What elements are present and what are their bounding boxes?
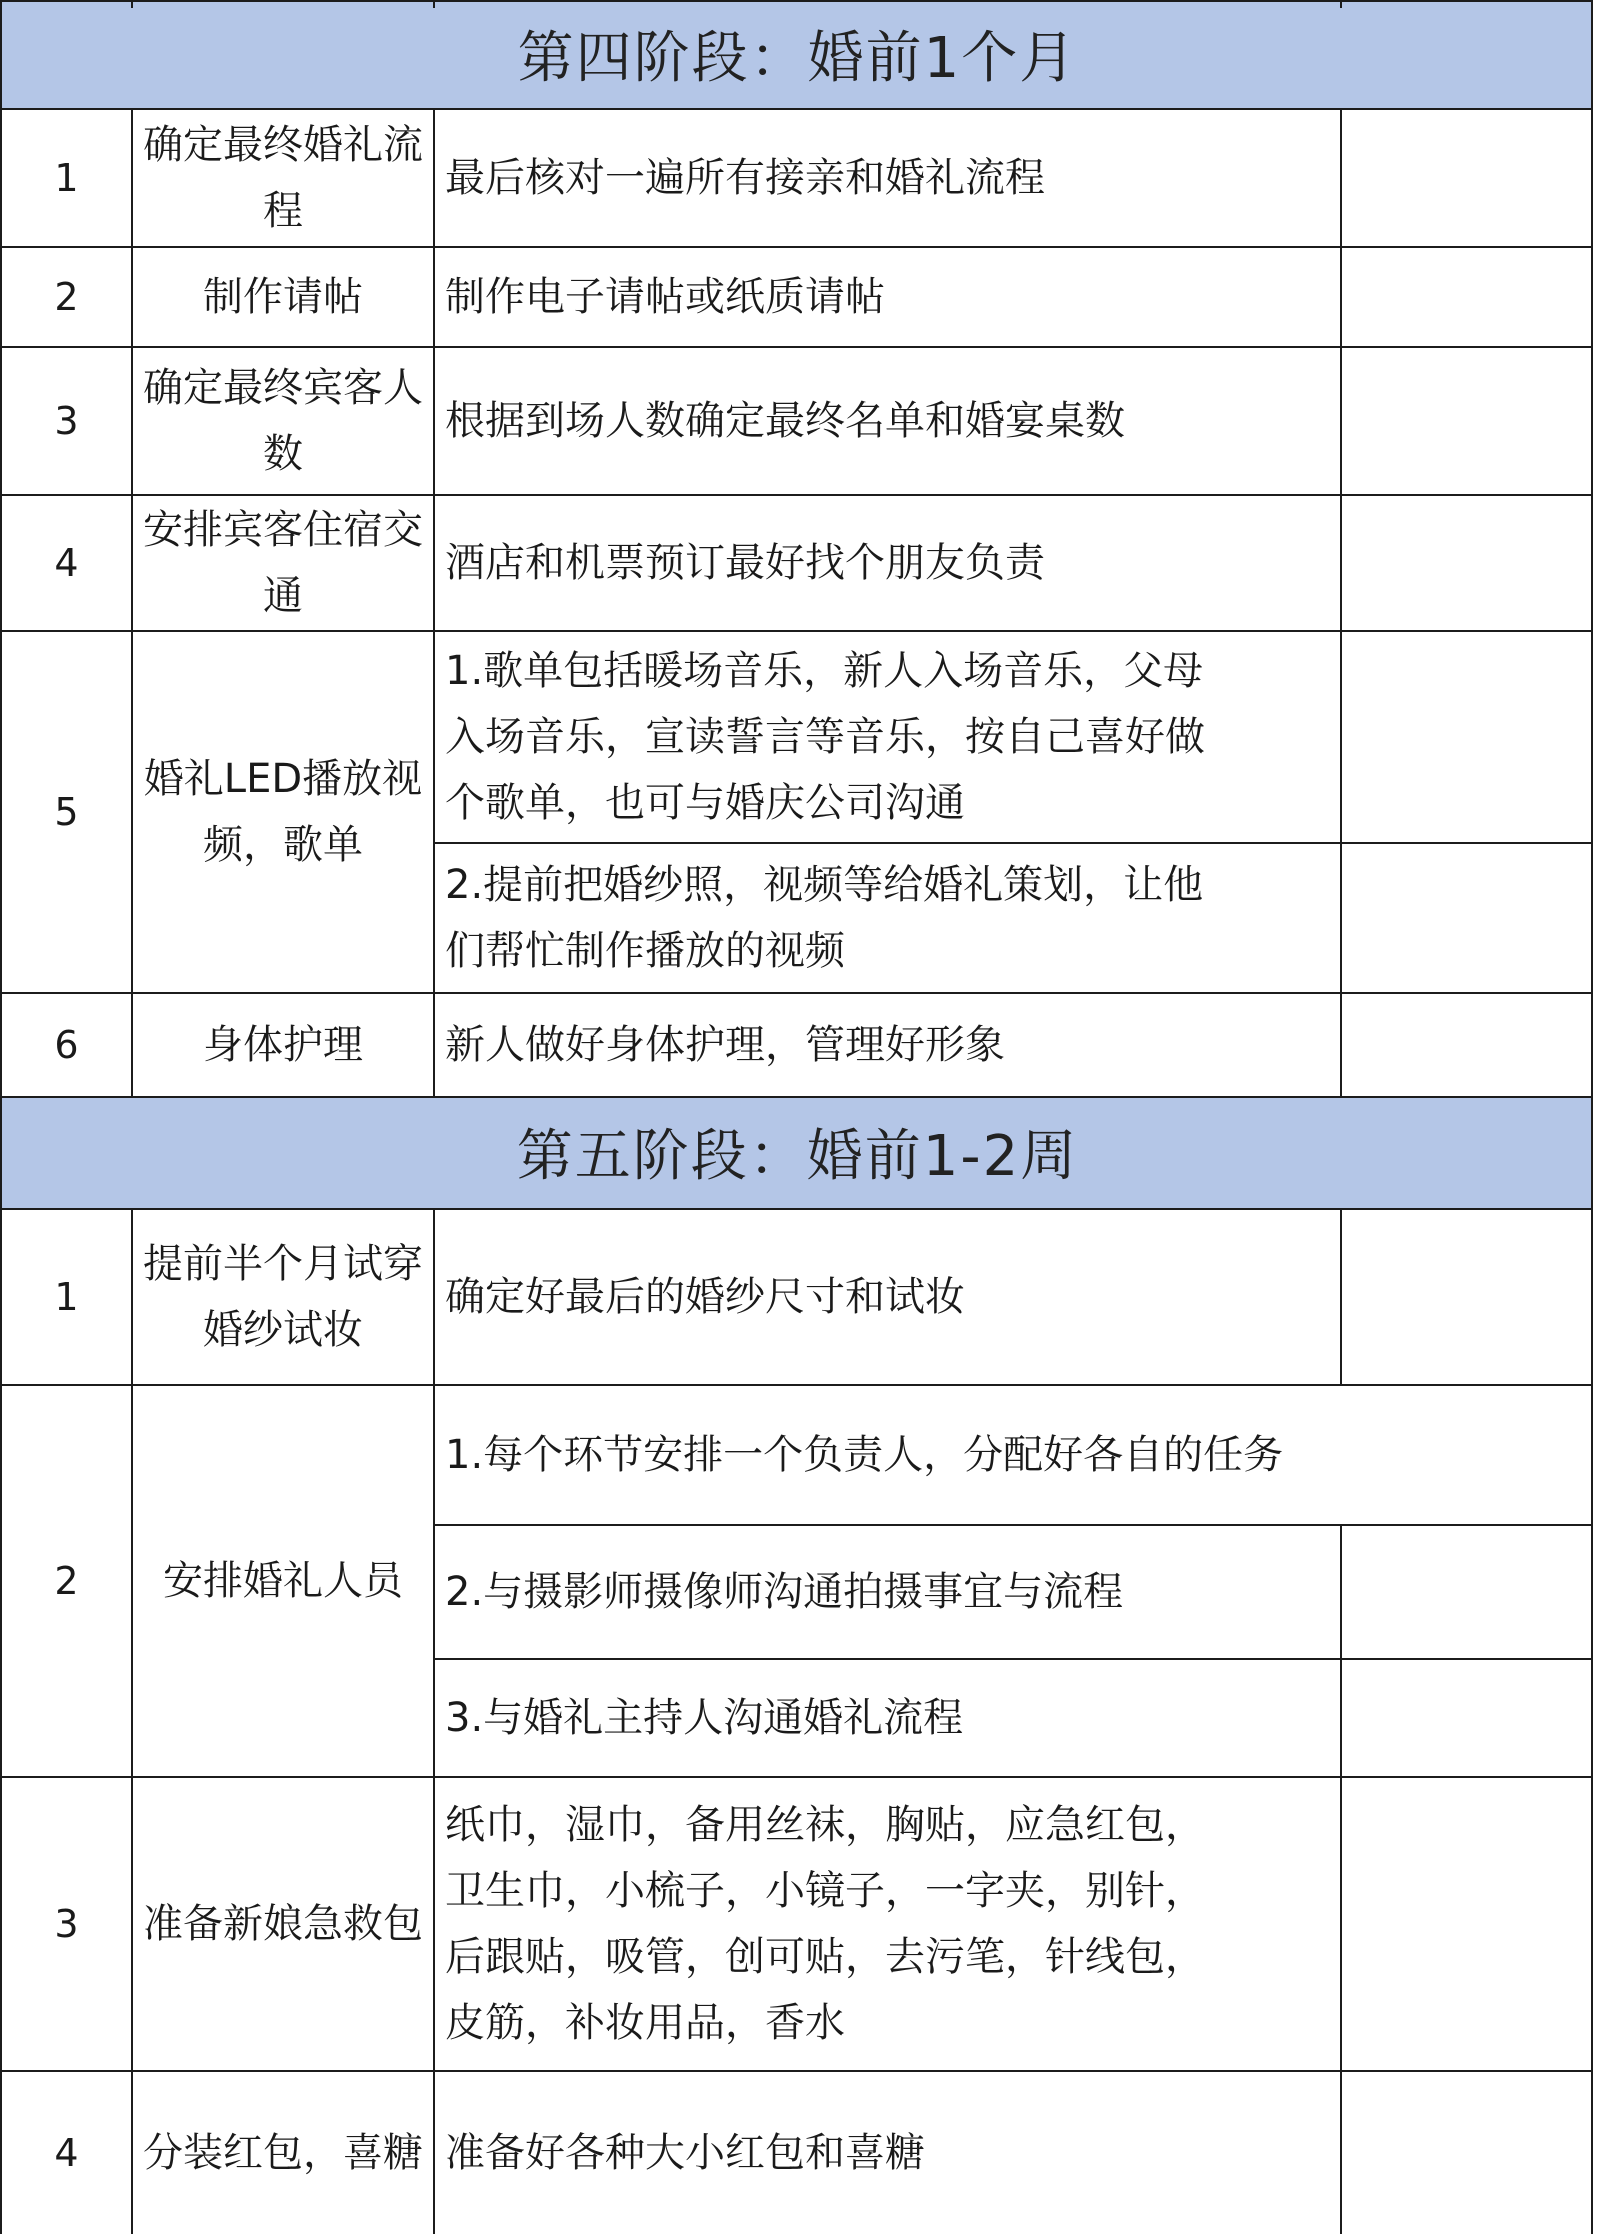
grid-line: [1340, 1208, 1342, 1384]
detail-line: 酒店和机票预订最好找个朋友负责: [445, 540, 1045, 586]
detail-line: 1.每个环节安排一个负责人，分配好各自的任务: [445, 1432, 1284, 1478]
task-name: 安排宾客住宿交通: [143, 507, 423, 619]
task-name: 安排婚礼人员: [163, 1558, 403, 1604]
grid-line: [131, 0, 133, 8]
row-number: 1: [54, 156, 79, 200]
task-name: 身体护理: [203, 1022, 363, 1068]
row-number: 4: [54, 541, 79, 585]
grid-line: [1340, 108, 1342, 1096]
stage-five-header: [2, 1096, 1593, 1208]
row-number: 4: [54, 2131, 79, 2175]
task-detail: [435, 2072, 1340, 2234]
task-detail: [435, 844, 1340, 992]
task-name: 分装红包，喜糖: [143, 2130, 423, 2176]
detail-line: 2.提前把婚纱照，视频等给婚礼策划，让他: [445, 862, 1204, 908]
grid-line: [433, 0, 435, 8]
grid-line: [1340, 0, 1342, 8]
detail-line: 确定好最后的婚纱尺寸和试妆: [445, 1274, 965, 1320]
task-name: 准备新娘急救包: [143, 1901, 423, 1947]
grid-line: [1340, 1524, 1342, 2234]
detail-line: 准备好各种大小红包和喜糖: [445, 2130, 925, 2176]
task-detail: [435, 110, 1340, 246]
row-number: 2: [54, 275, 79, 319]
task-detail: [435, 1210, 1340, 1384]
task-name: 提前半个月试穿婚纱试妆: [143, 1241, 423, 1353]
task-detail: [435, 632, 1340, 842]
task-detail: [435, 1660, 1340, 1776]
detail-line: 1.歌单包括暖场音乐，新人入场音乐，父母: [445, 648, 1204, 694]
task-detail: [435, 1778, 1340, 2070]
detail-line: 3.与婚礼主持人沟通婚礼流程: [445, 1695, 964, 1741]
task-name: 确定最终宾客人数: [143, 365, 423, 477]
row-number: 3: [54, 1902, 79, 1946]
row-number: 1: [54, 1275, 79, 1319]
detail-line: 新人做好身体护理，管理好形象: [445, 1022, 1005, 1068]
detail-line: 制作电子请帖或纸质请帖: [445, 274, 885, 320]
stage-five-title: 第五阶段：婚前1-2周: [516, 1124, 1079, 1189]
detail-line: 卫生巾，小梳子，小镜子，一字夹，别针，: [445, 1868, 1205, 1914]
right-margin: [1593, 0, 1605, 2234]
detail-line: 个歌单，也可与婚庆公司沟通: [445, 780, 965, 826]
row-number: 6: [54, 1023, 79, 1067]
task-detail: [435, 248, 1340, 346]
detail-line: 根据到场人数确定最终名单和婚宴桌数: [445, 398, 1125, 444]
grid-line: [0, 1096, 1593, 1098]
row-number: 2: [54, 1559, 79, 1603]
stage-four-title: 第四阶段：婚前1个月: [517, 26, 1078, 91]
grid-line: [0, 0, 1593, 2]
task-detail: [435, 1386, 1591, 1524]
detail-line: 后跟贴，吸管，创可贴，去污笔，针线包，: [445, 1934, 1205, 1980]
task-detail: [435, 994, 1340, 1096]
detail-line: 们帮忙制作播放的视频: [445, 928, 845, 974]
task-detail: [435, 348, 1340, 494]
task-name: 确定最终婚礼流程: [143, 122, 423, 234]
task-name: 制作请帖: [203, 274, 363, 320]
detail-line: 最后核对一遍所有接亲和婚礼流程: [445, 155, 1045, 201]
detail-line: 入场音乐，宣读誓言等音乐，按自己喜好做: [445, 714, 1205, 760]
detail-line: 皮筋，补妆用品，香水: [445, 2000, 845, 2046]
detail-line: 纸巾，湿巾，备用丝袜，胸贴，应急红包，: [445, 1802, 1205, 1848]
task-name: 婚礼LED播放视频，歌单: [143, 756, 423, 868]
task-detail: [435, 496, 1340, 630]
row-number: 5: [54, 790, 79, 834]
stage-four-header: [2, 0, 1593, 108]
task-detail: [435, 1526, 1340, 1658]
detail-line: 2.与摄影师摄像师沟通拍摄事宜与流程: [445, 1569, 1124, 1615]
row-number: 3: [54, 399, 79, 443]
